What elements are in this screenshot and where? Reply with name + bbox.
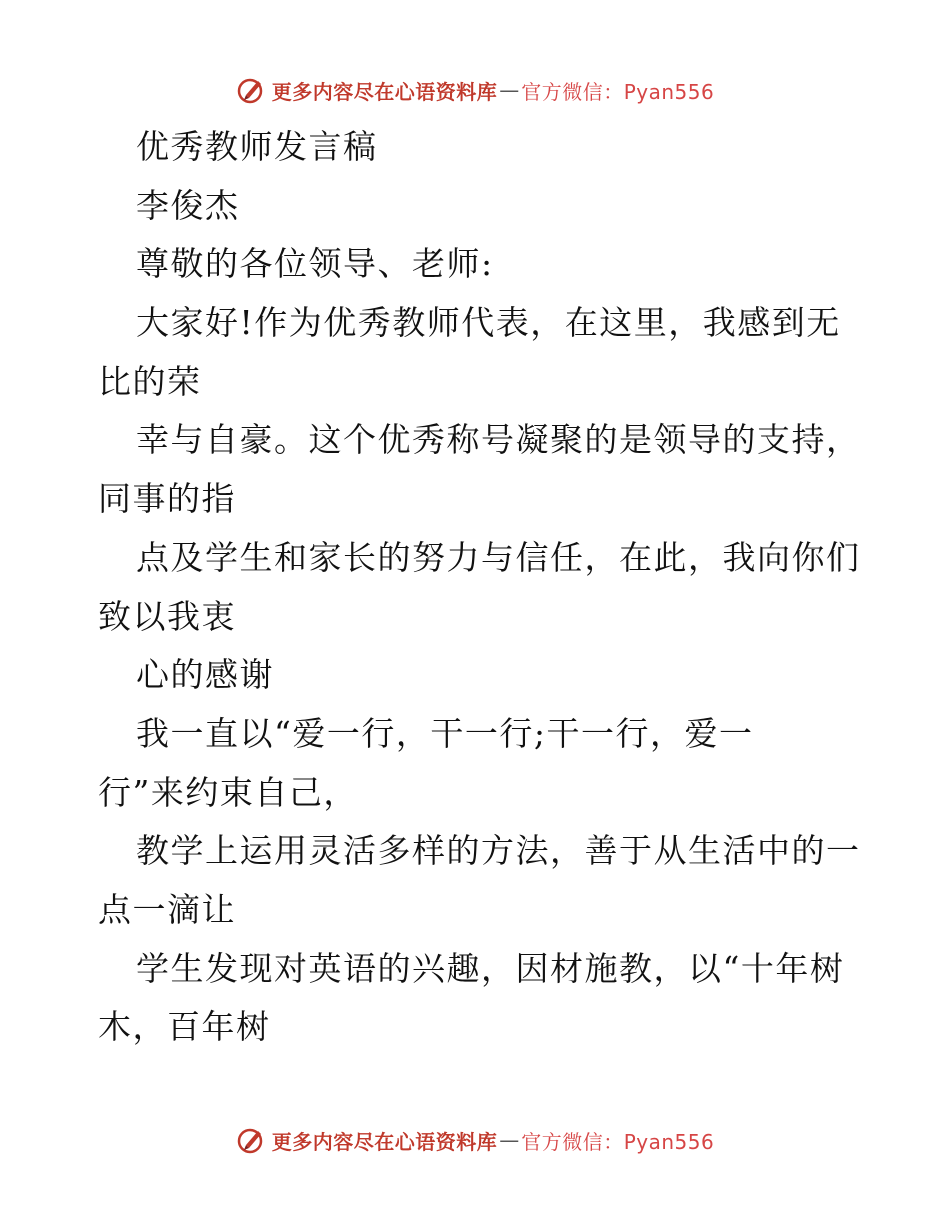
text-line: 行”来约束自己， xyxy=(98,772,358,812)
footer-banner xyxy=(0,1120,950,1160)
text-line: 心的感谢 xyxy=(136,655,274,695)
text-line: 大家好!作为优秀教师代表，在这里，我感到无 xyxy=(136,303,841,343)
text-line: 点及学生和家长的努力与信任，在此，我向你们 xyxy=(136,537,861,577)
banner-contact: 官方微信：Pyan556 xyxy=(521,79,715,104)
document-title: 优秀教师发言稿 xyxy=(136,127,378,166)
text-line: 木，百年树 xyxy=(98,1007,271,1047)
pen-logo-icon xyxy=(236,75,266,105)
pen-logo-icon xyxy=(236,1125,266,1155)
banner-separator: — xyxy=(499,1128,520,1152)
text-line: 同事的指 xyxy=(98,479,236,519)
text-line: 我一直以“爱一行，干一行;干一行，爱一 xyxy=(136,713,754,753)
salutation: 尊敬的各位领导、老师: xyxy=(136,244,494,284)
banner-separator: — xyxy=(499,78,520,102)
author-name: 李俊杰 xyxy=(136,185,240,225)
text-line: 致以我衷 xyxy=(98,596,236,636)
banner-link[interactable]: 更多内容尽在心语资料库 xyxy=(271,1129,498,1154)
document-body xyxy=(98,118,861,1057)
banner-link[interactable]: 更多内容尽在心语资料库 xyxy=(271,79,498,104)
text-line: 幸与自豪。这个优秀称号凝聚的是领导的支持， xyxy=(136,420,861,460)
text-line: 教学上运用灵活多样的方法，善于从生活中的一 xyxy=(136,831,861,871)
text-line: 比的荣 xyxy=(98,361,202,401)
text-line: 点一滴让 xyxy=(98,889,236,929)
banner-contact: 官方微信：Pyan556 xyxy=(521,1129,715,1154)
text-line: 学生发现对英语的兴趣，因材施教，以“十年树 xyxy=(136,948,845,988)
header-banner xyxy=(0,70,950,110)
